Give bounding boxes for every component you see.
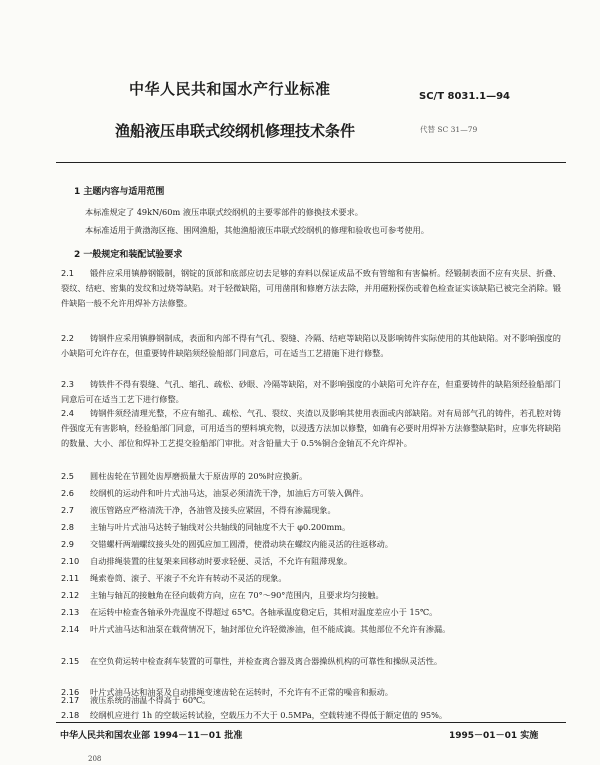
replaces-note: 代替 SC 31—79	[420, 125, 478, 134]
clause-2-11	[61, 571, 561, 586]
clause-number: 2.5	[61, 471, 75, 481]
clause-number: 2.9	[61, 539, 75, 549]
clause-number: 2.14	[61, 624, 80, 634]
clause-text: 铸铁件不得有裂缝、气孔、缩孔、疏松、砂眼、冷隔等缺陷，对不影响强度的小缺陷可允许存在，但重要铸件的缺陷须经验船部门同意后可在适当工艺下进行修整。	[61, 379, 561, 404]
clause-2-13	[61, 605, 561, 620]
clause-2-7	[61, 503, 561, 518]
clause-number: 2.10	[61, 556, 80, 566]
section-1-heading: 1 主题内容与适用范围	[74, 187, 165, 197]
clause-2-12	[61, 588, 561, 603]
clause-number: 2.15	[61, 656, 80, 666]
clause-text: 自动排绳装置的往复架来回移动时要求轻便、灵活，不允许有阻滞现象。	[90, 556, 353, 566]
clause-number: 2.2	[61, 333, 75, 343]
header-divider	[56, 162, 566, 163]
section-1-paragraph: 本标准适用于黄渤海区拖、围网渔船，其他渔船液压串联式绞纲机的修理和验收也可参考使用。	[85, 225, 429, 235]
document-title: 渔船液压串联式绞纲机修理技术条件	[115, 122, 356, 140]
clause-text: 在运转中检查各轴承外壳温度不得超过 65℃。各轴承温度稳定后，其相对温度差应小于 15℃。	[90, 607, 438, 617]
clause-2-18	[61, 708, 561, 723]
clause-2-9	[61, 537, 561, 552]
clause-text: 绞纲机应进行 1h 的空载运转试验，空载压力不大于 0.5MPa，空载转速不得低于额定值的 95%。	[90, 710, 448, 720]
clause-text: 在空负荷运转中检查刹车装置的可靠性，并检查离合器及离合器操纵机构的可靠性和操纵灵活性。	[90, 656, 443, 666]
clause-number: 2.18	[61, 710, 80, 720]
standard-code: SC/T 8031.1—94	[419, 91, 511, 102]
clause-text: 叶片式油马达和油泵在载荷情况下，轴封部位允许轻微渗油，但不能成滴。其他部位不允许有渗漏。	[90, 624, 451, 634]
clause-number: 2.12	[61, 590, 80, 600]
section-1-paragraph: 本标准规定了 49kN/60m 液压串联式绞纲机的主要零部件的修换技术要求。	[85, 207, 363, 217]
footer-divider	[56, 722, 566, 723]
clause-text: 液压管路应严格清洗干净，各油管及接头应紧固，不得有渗漏现象。	[90, 505, 336, 515]
clause-2-3	[61, 377, 561, 407]
clause-text: 圆柱齿轮在节圆处齿厚磨损量大于原齿厚的 20%时应换新。	[90, 471, 308, 481]
section-2-heading: 2 一般规定和装配试验要求	[74, 250, 183, 260]
clause-2-8	[61, 520, 561, 535]
clause-number: 2.3	[61, 379, 75, 389]
clause-number: 2.11	[61, 573, 80, 583]
clause-number: 2.17	[61, 695, 80, 705]
clause-2-10	[61, 554, 561, 569]
clause-text: 铸钢件须经清理光整，不应有缩孔、疏松、气孔、裂纹、夹渣以及影响其使用表面或内部缺陷。对有局部气孔的铸件，若孔腔对铸件强度无有害影响，经验船部门同意，可用适当的塑料填充物，以浸透方法加以修整，如确有必要时用焊补方法修整缺陷时，应事先将缺陷的数量、大小、部位和焊补工艺提交验船部门审批。对含铅量大于 0.5%铜合金轴瓦不允许焊补。	[61, 408, 561, 448]
clause-text: 主轴与叶片式油马达转子轴线对公共轴线的同轴度不大于 φ0.200mm。	[90, 522, 351, 532]
approval-note: 中华人民共和国农业部 1994－11－01 批准	[60, 731, 243, 741]
clause-number: 2.16	[61, 687, 80, 697]
effective-date: 1995－01－01 实施	[449, 731, 539, 741]
clause-number: 2.13	[61, 607, 80, 617]
clause-2-6	[61, 486, 561, 501]
clause-number: 2.7	[61, 505, 75, 515]
clause-text: 铸钢件应采用镇静钢制成，表面和内部不得有气孔、裂缝、冷隔、结疤等缺陷以及影响铸件实际使用的其他缺陷。对不影响强度的小缺陷可允许存在，但重要铸件缺陷须经验船部门同意后，可在适当工艺措施下进行修整。	[61, 333, 561, 358]
clause-text: 液压系统的油温不得高于 60℃。	[90, 695, 211, 705]
clause-2-14	[61, 622, 561, 637]
clause-text: 绳索卷筒、滚子、平滚子不允许有转动不灵活的现象。	[90, 573, 287, 583]
clause-2-2	[61, 331, 561, 361]
clause-number: 2.4	[61, 408, 75, 418]
clause-number: 2.6	[61, 488, 75, 498]
clause-text: 叶片式油马达和油泵及自动排绳变速齿轮在运转时，不允许有不正常的噪音和振动。	[90, 687, 393, 697]
clause-text: 绞纲机的运动件和叶片式油马达，油泵必须清洗干净，加油后方可装入偶件。	[90, 488, 369, 498]
clause-text: 锻件应采用镇静钢锻制，钢锭的顶部和底部应切去足够的弃料以保证成品不致有管缩和有害偏析。经锻制表面不应有夹层、折叠、裂纹、结疤、密集的发纹和过烧等缺陷。对于轻微缺陷，可用凿削和修磨方法去除，并用磁粉探伤或着色检查证实该缺陷已被完全消除。锻件缺陷一般不允许用焊补方法修整。	[61, 268, 561, 308]
clause-text: 交错螺杆两端螺纹接头处的圆弧应加工圆滑，使滑动块在螺纹内能灵活的往返移动。	[90, 539, 393, 549]
clause-2-15	[61, 654, 561, 669]
clause-2-5	[61, 469, 561, 484]
clause-2-17	[61, 693, 561, 708]
clause-number: 2.8	[61, 522, 75, 532]
clause-2-1	[61, 266, 561, 311]
clause-2-4	[61, 406, 561, 451]
clause-text: 主轴与轴瓦的接触角在径向载荷方向，应在 70°～90°范围内，且要求均匀接触。	[90, 590, 384, 600]
standard-title: 中华人民共和国水产行业标准	[129, 80, 331, 98]
clause-number: 2.1	[61, 268, 75, 278]
page-number: 208	[88, 755, 102, 763]
